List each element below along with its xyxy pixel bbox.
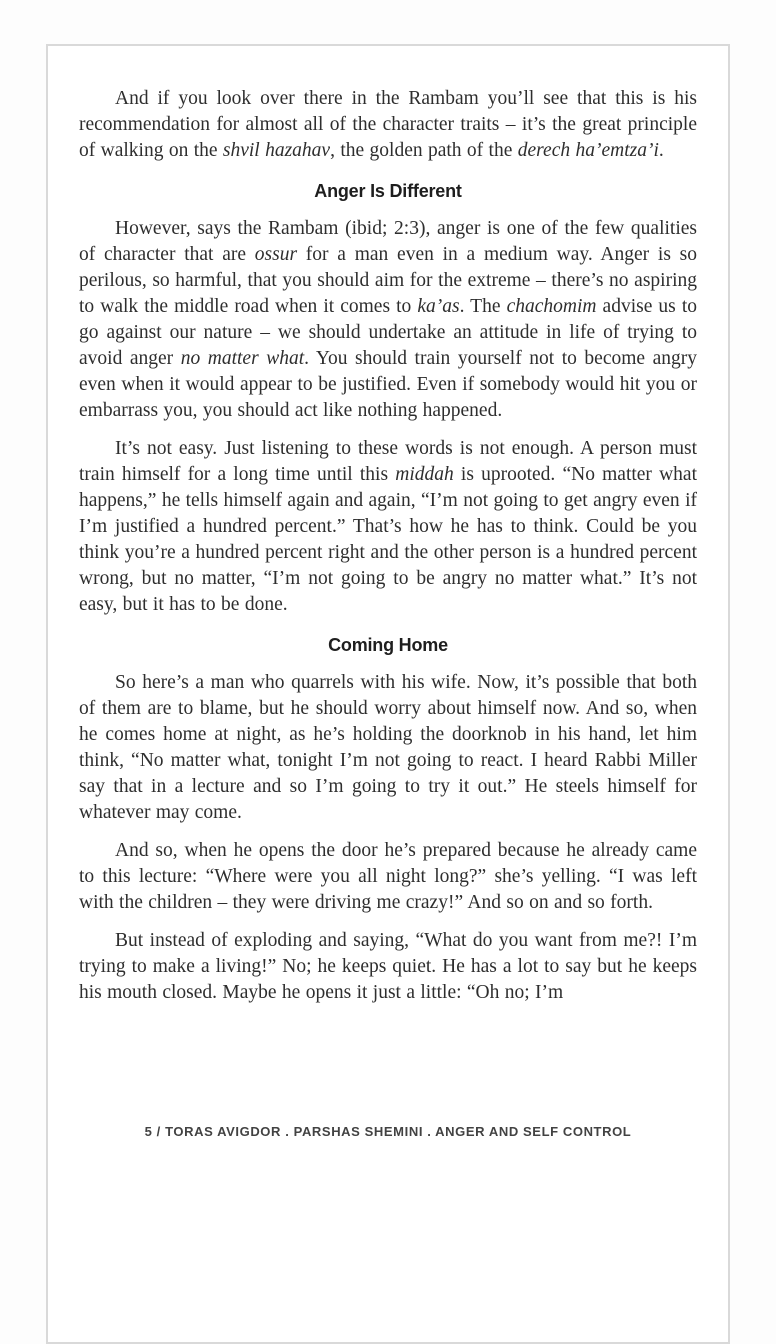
body-text: It’s not easy. Just listening to these words is not enough. A person must train himself for a long time until this bbox=[79, 438, 697, 485]
italic-text: shvil hazahav bbox=[222, 140, 331, 161]
italic-text: chachomim bbox=[506, 296, 597, 317]
body-paragraph bbox=[79, 216, 697, 424]
body-text: . bbox=[658, 140, 664, 161]
body-paragraph bbox=[79, 436, 697, 618]
italic-text: ossur bbox=[254, 244, 298, 265]
document-page bbox=[46, 44, 730, 1344]
body-text: is uprooted. “No matter what happens,” he tells himself again and again, “I’m not going to get angry even if I’m justified a hundred percent.” That’s how he has to think. Could be you think you’re a hundred percent right and the other person is a hundred percent wrong, but no matter, “I’m not going to be angry no matter what.” It’s not easy, but it has to be done. bbox=[79, 464, 698, 615]
footer-text: 5 / TORAS AVIGDOR . PARSHAS SHEMINI . ANGER AND SELF CONTROL bbox=[144, 1124, 632, 1139]
body-text: And so, when he opens the door he’s prepared because he already came to this lecture: “Where were you all night long?” she’s yelling. “I was left with the children – they were driving me crazy!” And so on and so forth. bbox=[79, 840, 697, 913]
body-paragraph bbox=[79, 928, 697, 1006]
body-text: , the golden path of the bbox=[330, 140, 518, 161]
italic-text: ka’as bbox=[417, 296, 460, 317]
italic-text: no matter what bbox=[180, 348, 305, 369]
body-paragraph bbox=[79, 838, 697, 916]
body-text: . You should train yourself not to become angry even when it would appear to be justified. Even if somebody would hit you or embarrass you, you should act like nothing happened. bbox=[79, 348, 697, 421]
body-paragraph bbox=[79, 86, 697, 164]
body-text: And if you look over there in the Rambam you’ll see that this is his recommendation for almost all of the character traits – it’s the great principle of walking on the bbox=[79, 88, 697, 161]
italic-text: derech ha’emtza’i bbox=[517, 140, 659, 161]
section-heading: Coming Home bbox=[328, 635, 448, 655]
body-text: But instead of exploding and saying, “What do you want from me?! I’m trying to make a living!” No; he keeps quiet. He has a lot to say but he keeps his mouth closed. Maybe he opens it just a little: “Oh no; I’m bbox=[79, 930, 697, 1003]
body-text: However, says the Rambam (ibid; 2:3), anger is one of the few qualities of character that are bbox=[79, 218, 697, 265]
body-text: So here’s a man who quarrels with his wife. Now, it’s possible that both of them are to blame, but he should worry about himself now. And so, when he comes home at night, as he’s holding the doorknob in his hand, let him think, “No matter what, tonight I’m not going to react. I heard Rabbi Miller say that in a lecture and so I’m going to try it out.” He steels himself for whatever may come. bbox=[79, 672, 697, 823]
body-paragraph bbox=[79, 670, 697, 826]
body-text: for a man even in a medium way. Anger is so perilous, so harmful, that you should aim for the extreme – there’s no aspiring to walk the middle road when it comes to bbox=[79, 244, 698, 317]
body-text: advise us to go against our nature – we should undertake an attitude in life of trying to avoid anger bbox=[79, 296, 697, 369]
body-text: . The bbox=[459, 296, 507, 317]
italic-text: middah bbox=[395, 464, 454, 485]
content-blocks bbox=[79, 86, 697, 1018]
page-footer bbox=[48, 1124, 728, 1140]
section-heading: Anger Is Different bbox=[314, 181, 462, 201]
